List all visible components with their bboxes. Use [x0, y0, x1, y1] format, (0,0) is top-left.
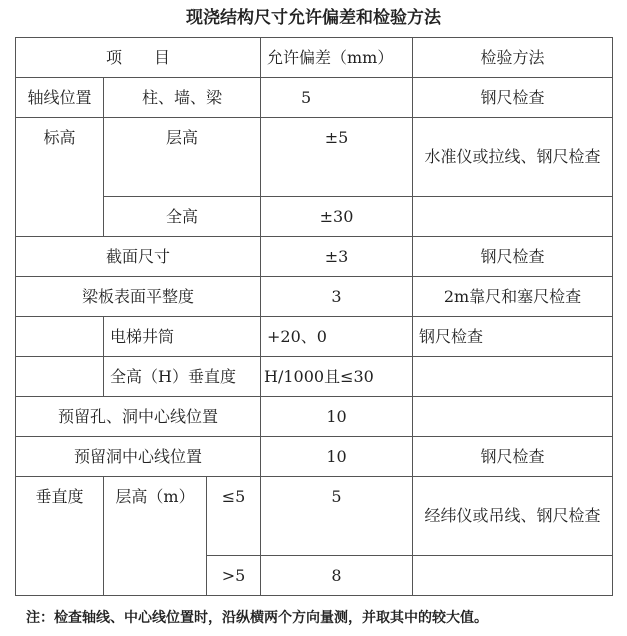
row-method-empty — [413, 197, 613, 237]
row-label: 轴线位置 — [16, 78, 104, 118]
row-method: 2m靠尺和塞尺检查 — [413, 277, 613, 317]
row-tolerance: 10 — [261, 397, 413, 437]
row-method: 水准仪或拉线、钢尺检查 — [413, 118, 613, 197]
row-label: 截面尺寸 — [16, 237, 261, 277]
row-method-empty — [413, 556, 613, 596]
table-row — [16, 237, 613, 277]
row-sub: 全高（H）垂直度 — [104, 357, 261, 397]
row-tolerance: 8 — [261, 556, 413, 596]
row-label-empty — [16, 357, 104, 397]
row-tolerance: 10 — [261, 437, 413, 477]
page-title: 现浇结构尺寸允许偏差和检验方法 — [186, 8, 441, 28]
row-label: 预留孔、洞中心线位置 — [16, 397, 261, 437]
row-sub: 电梯井筒 — [104, 317, 261, 357]
table-row — [16, 197, 613, 237]
row-condition: ≤5 — [207, 477, 261, 556]
header-item: 项 目 — [16, 38, 261, 78]
row-tolerance: +20、0 — [261, 317, 413, 357]
row-method: 经纬仪或吊线、钢尺检查 — [413, 477, 613, 556]
row-method: 钢尺检查 — [413, 317, 613, 357]
row-label-empty — [16, 317, 104, 357]
table-header-row — [16, 38, 613, 78]
table-row — [16, 397, 613, 437]
row-label: 标高 — [16, 118, 104, 237]
table-row — [16, 357, 613, 397]
row-method-empty — [413, 397, 613, 437]
tolerance-table — [15, 37, 613, 596]
row-tolerance: 5 — [261, 78, 413, 118]
row-label: 预留洞中心线位置 — [16, 437, 261, 477]
row-tolerance: 3 — [261, 277, 413, 317]
row-label: 垂直度 — [16, 477, 104, 596]
row-tolerance: H/1000且≤30 — [261, 357, 413, 397]
row-tolerance: ±3 — [261, 237, 413, 277]
row-tolerance: ±5 — [261, 118, 413, 197]
row-sub: 层高 — [104, 118, 261, 197]
row-tolerance: ±30 — [261, 197, 413, 237]
row-sub: 柱、墙、梁 — [104, 78, 261, 118]
header-method: 检验方法 — [413, 38, 613, 78]
row-method: 钢尺检查 — [413, 237, 613, 277]
table-row — [16, 437, 613, 477]
table-row — [16, 477, 613, 556]
footnote: 注：检查轴线、中心线位置时，沿纵横两个方向量测，并取其中的较大值。 — [26, 610, 488, 626]
row-condition: >5 — [207, 556, 261, 596]
table-row — [16, 277, 613, 317]
row-sub: 层高（m） — [104, 477, 207, 596]
table-row — [16, 317, 613, 357]
table-row — [16, 78, 613, 118]
row-method: 钢尺检查 — [413, 437, 613, 477]
row-sub: 全高 — [104, 197, 261, 237]
table-row — [16, 118, 613, 197]
row-method: 钢尺检查 — [413, 78, 613, 118]
header-tolerance: 允许偏差（mm） — [261, 38, 413, 78]
row-tolerance: 5 — [261, 477, 413, 556]
row-method-empty — [413, 357, 613, 397]
row-label: 梁板表面平整度 — [16, 277, 261, 317]
